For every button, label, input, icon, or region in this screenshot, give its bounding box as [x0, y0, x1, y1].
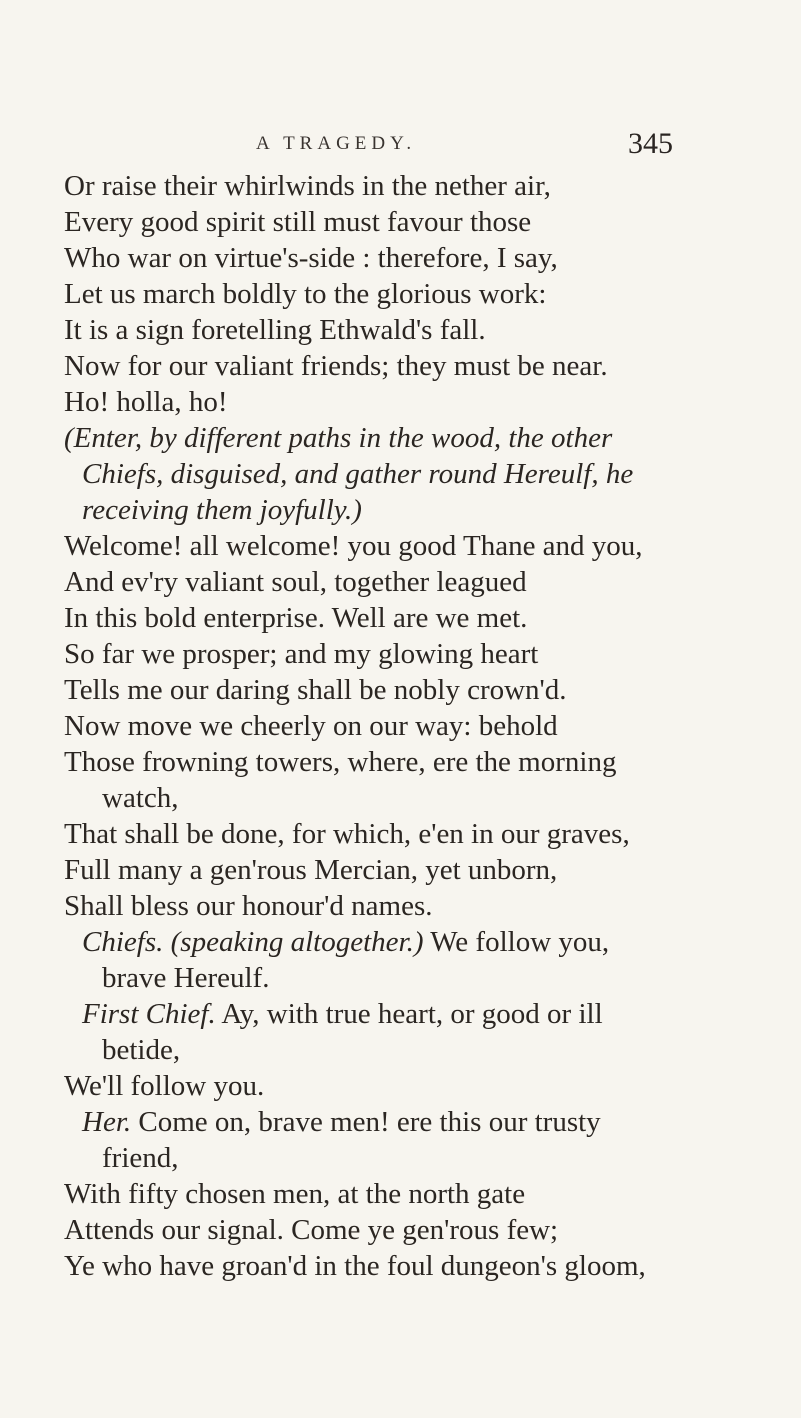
verse-line: Attends our signal. Come ye gen'rous few;	[64, 1214, 559, 1246]
verse-line: It is a sign foretelling Ethwald's fall.	[64, 314, 486, 346]
verse-line: Welcome! all welcome! you good Thane and you,	[64, 530, 643, 562]
verse-line: watch,	[102, 782, 179, 814]
stage-direction: (speaking altogether.)	[170, 926, 424, 958]
verse-line: Shall bless our honour'd names.	[64, 890, 433, 922]
verse-line: brave Hereulf.	[102, 962, 270, 994]
speech-line	[82, 924, 609, 960]
verse-line: Those frowning towers, where, ere the morning	[64, 746, 617, 778]
verse-line: In this bold enterprise. Well are we met.	[64, 602, 528, 634]
verse-line: Now for our valiant friends; they must be near.	[64, 350, 608, 382]
verse-line: Now move we cheerly on our way: behold	[64, 710, 558, 742]
speech-text: Come on, brave men! ere this our trusty	[138, 1106, 601, 1138]
verse-line: Let us march boldly to the glorious work:	[64, 278, 547, 310]
speaker-name: Her.	[82, 1106, 132, 1138]
verse-line: Tells me our daring shall be nobly crown'd.	[64, 674, 567, 706]
running-head: A TRAGEDY.	[256, 133, 417, 154]
verse-line: And ev'ry valiant soul, together leagued	[64, 566, 527, 598]
speaker-name: Chiefs.	[82, 926, 164, 958]
verse-line: betide,	[102, 1034, 181, 1066]
verse-line: Ye who have groan'd in the foul dungeon's gloom,	[64, 1250, 646, 1282]
speaker-name: First Chief.	[82, 998, 216, 1030]
verse-line: With fifty chosen men, at the north gate	[64, 1178, 526, 1210]
speech-text: We follow you,	[430, 926, 610, 958]
stage-direction: (Enter, by different paths in the wood, the other	[64, 422, 613, 454]
verse-line: We'll follow you.	[64, 1070, 265, 1102]
verse-line: So far we prosper; and my glowing heart	[64, 638, 539, 670]
stage-direction: Chiefs, disguised, and gather round Hereulf, he	[82, 458, 634, 490]
verse-line: Ho! holla, ho!	[64, 386, 228, 418]
verse-line: Every good spirit still must favour those	[64, 206, 532, 238]
page-header	[0, 127, 801, 173]
speech-line	[82, 996, 603, 1032]
verse-line: Who war on virtue's-side : therefore, I say,	[64, 242, 558, 274]
verse-line: Full many a gen'rous Mercian, yet unborn,	[64, 854, 558, 886]
verse-line: friend,	[102, 1142, 179, 1174]
speech-text: Ay, with true heart, or good or ill	[221, 998, 603, 1030]
stage-direction: receiving them joyfully.)	[82, 494, 362, 526]
verse-line: That shall be done, for which, e'en in our graves,	[64, 818, 630, 850]
page-number: 345	[628, 127, 673, 160]
verse-line: Or raise their whirlwinds in the nether air,	[64, 170, 551, 202]
speech-line	[82, 1104, 601, 1140]
